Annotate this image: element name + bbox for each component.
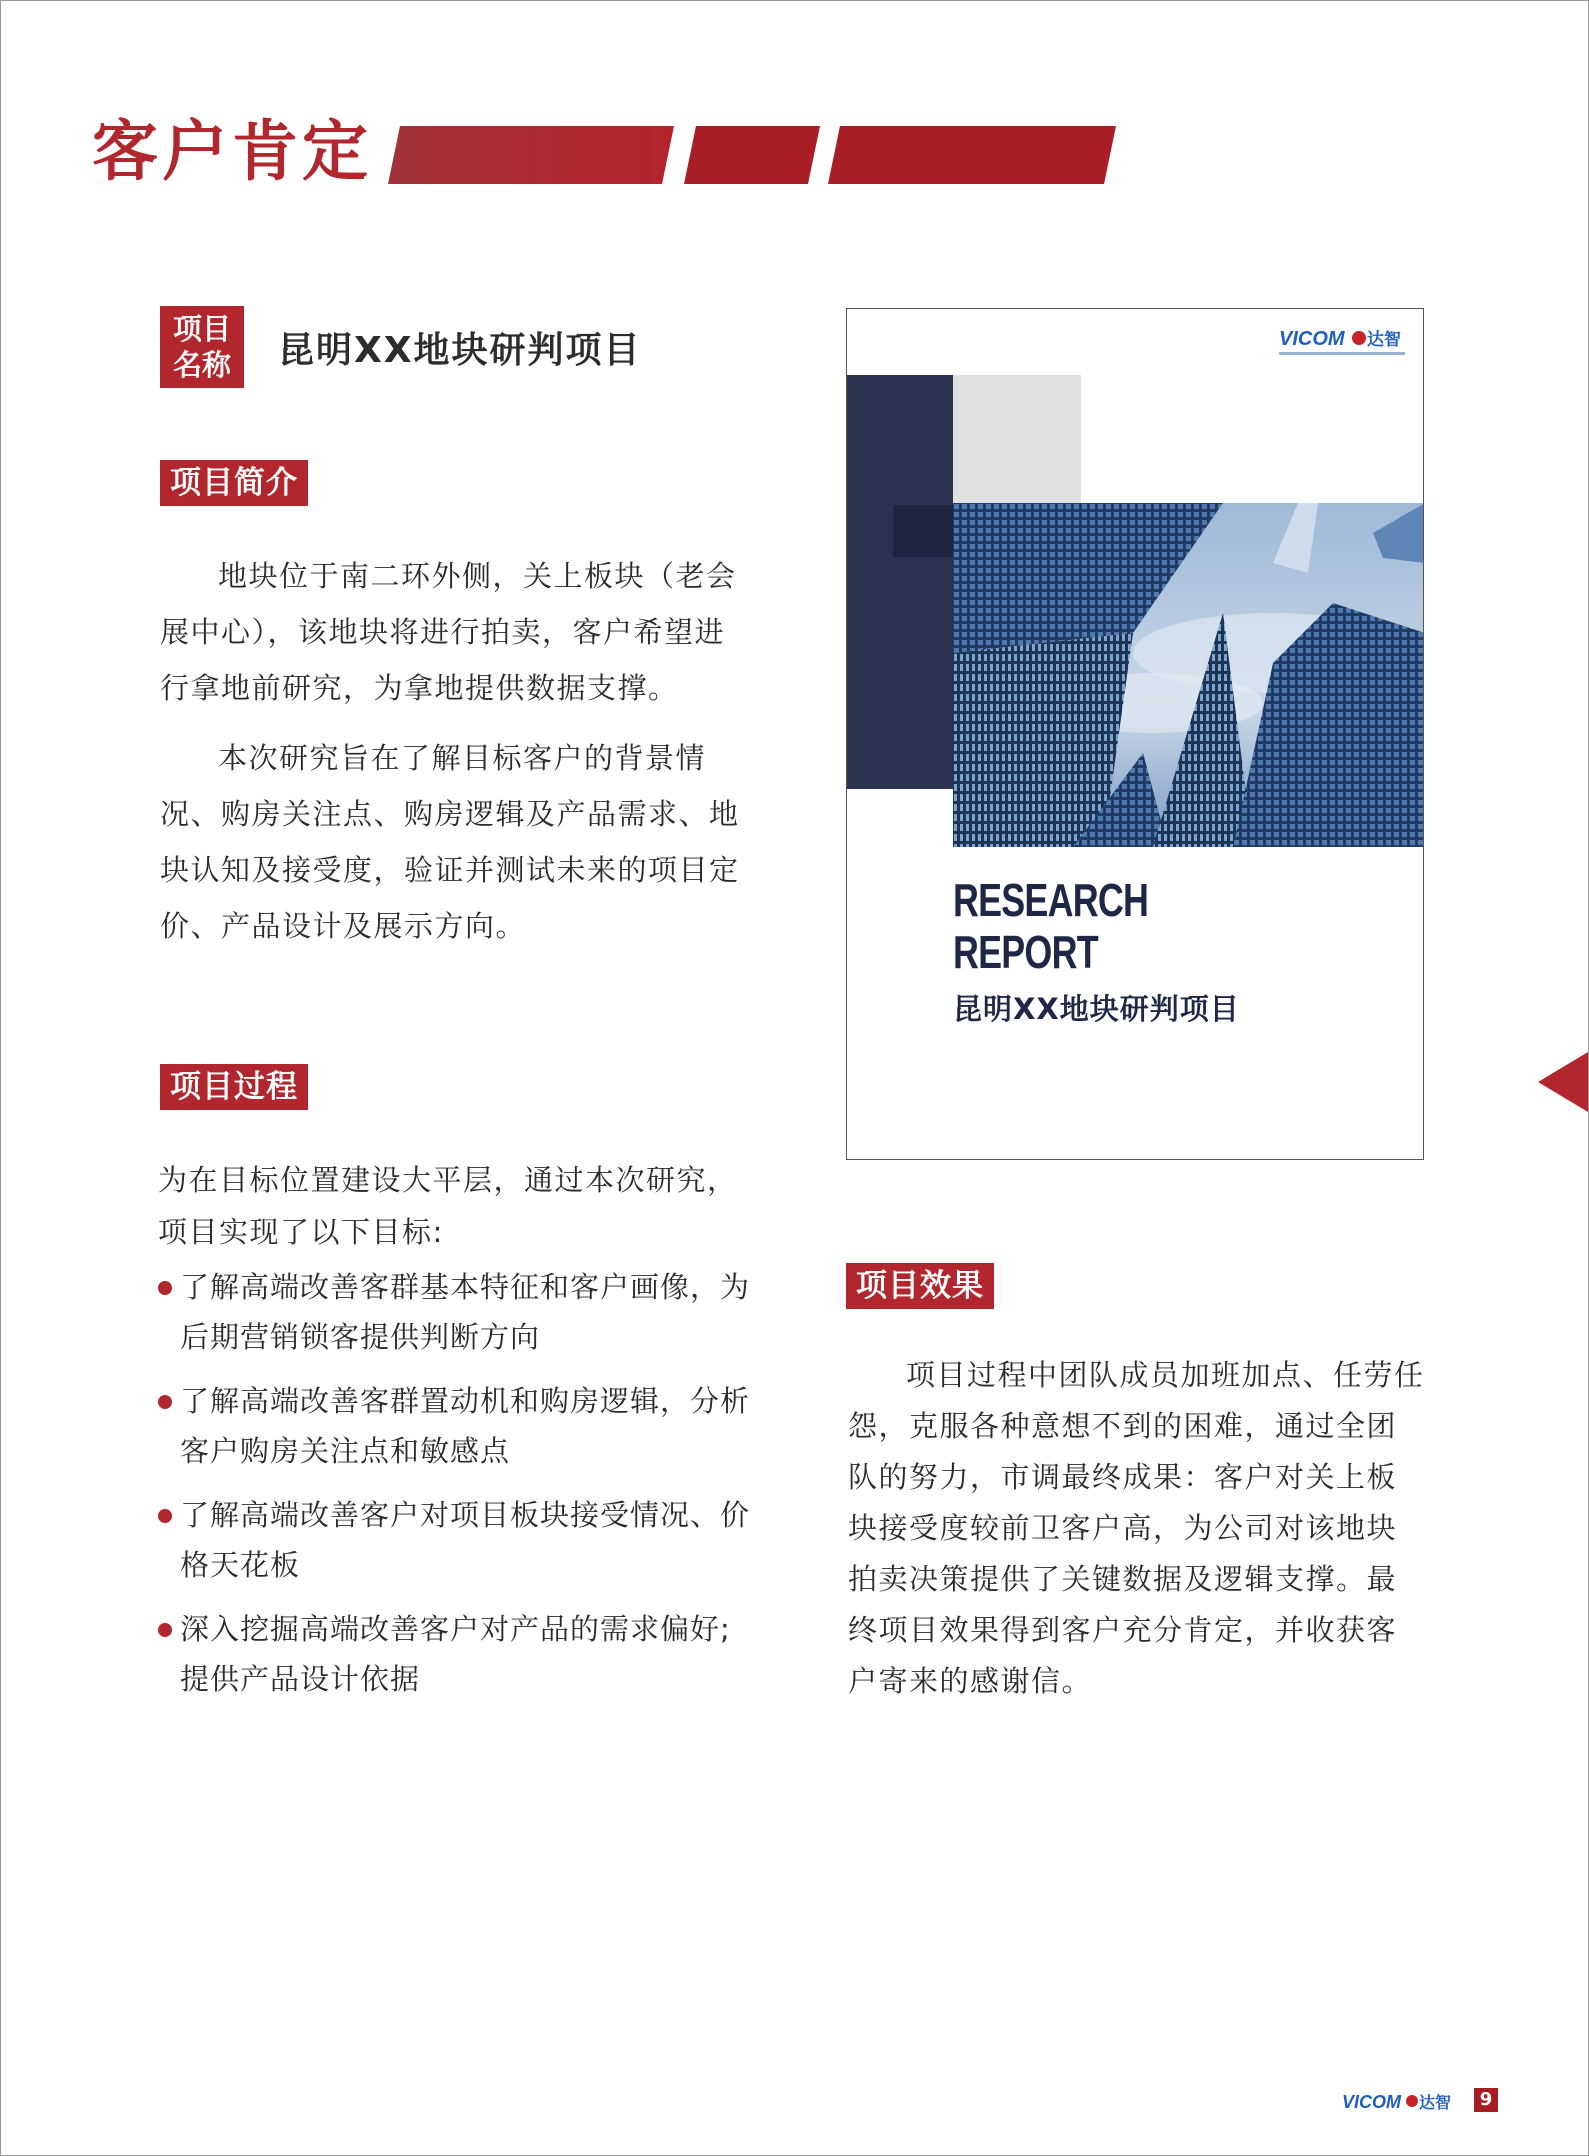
intro-paragraph-2: 本次研究旨在了解目标客户的背景情况、购房关注点、购房逻辑及产品需求、地块认知及接受度，验证并测试未来的项目定价、产品设计及展示方向。 — [160, 741, 740, 943]
project-name: 昆明XX地块研判项目 — [278, 330, 642, 371]
project-name-badge-line-2: 名称 — [172, 348, 231, 382]
project-name-badge — [160, 306, 244, 388]
project-name-badge-line-1: 项目 — [172, 312, 231, 346]
svg-text:达智: 达智 — [1367, 330, 1401, 350]
page-title: 客户肯定 — [92, 113, 372, 190]
bullet-dot-icon — [158, 1281, 172, 1295]
list-item — [158, 1604, 758, 1704]
intro-paragraph-1: 地块位于南二环外侧，关上板块（老会展中心），该地块将进行拍卖，客户希望进行拿地前研究，为拿地提供数据支撑。 — [160, 559, 737, 705]
header-stripe-1 — [388, 126, 674, 184]
bullet-text: 了解高端改善客户对项目板块接受情况、价格天花板 — [180, 1498, 751, 1582]
cover-title-line-2: REPORT — [953, 926, 1098, 978]
header-stripe-2 — [684, 126, 820, 184]
bullet-text: 深入挖掘高端改善客户对产品的需求偏好;提供产品设计依据 — [180, 1612, 731, 1696]
bullet-text: 了解高端改善客群基本特征和客户画像，为后期营销锁客提供判断方向 — [180, 1270, 751, 1354]
list-item — [158, 1262, 758, 1362]
bullet-dot-icon — [158, 1395, 172, 1409]
bullet-text: 了解高端改善客群置动机和购房逻辑，分析客户购房关注点和敏感点 — [180, 1384, 751, 1468]
section-label-process: 项目过程 — [160, 1064, 308, 1110]
section-label-effect: 项目效果 — [846, 1263, 994, 1309]
report-cover-image — [846, 308, 1424, 1160]
process-bullet-list — [158, 1262, 758, 1718]
list-item — [158, 1490, 758, 1590]
bullet-dot-icon — [158, 1509, 172, 1523]
header-stripe-3 — [828, 126, 1116, 184]
section-label-intro: 项目简介 — [160, 460, 308, 506]
effect-paragraph: 项目过程中团队成员加班加点、任劳任怨，克服各种意想不到的困难，通过全团队的努力，市调最终成果：客户对关上板块接受度较前卫客户高，为公司对该地块拍卖决策提供了关键数据及逻辑支撑。最终项目效果得到客户充分肯定，并收获客户寄来的感谢信。 — [848, 1358, 1425, 1698]
cover-grey-block — [953, 375, 1081, 503]
cover-title — [953, 874, 1148, 978]
skyscraper-photo — [953, 503, 1424, 847]
cover-navy-block — [847, 375, 953, 789]
bullet-dot-icon — [158, 1623, 172, 1637]
svg-text:VICOM: VICOM — [1279, 328, 1345, 350]
cover-dark-square — [893, 505, 953, 557]
list-item — [158, 1376, 758, 1476]
side-arrow-icon — [1538, 1052, 1588, 1112]
cover-subtitle: 昆明XX地块研判项目 — [953, 992, 1240, 1026]
footer-vicom-logo-icon — [1342, 2088, 1462, 2114]
cover-title-line-1: RESEARCH — [953, 874, 1149, 926]
page-number: 9 — [1474, 2088, 1498, 2112]
svg-text:VICOM: VICOM — [1342, 2092, 1402, 2112]
vicom-logo-icon — [1279, 323, 1409, 363]
svg-text:达智: 达智 — [1419, 2093, 1452, 2112]
process-lead: 为在目标位置建设大平层，通过本次研究，项目实现了以下目标: — [158, 1163, 738, 1249]
